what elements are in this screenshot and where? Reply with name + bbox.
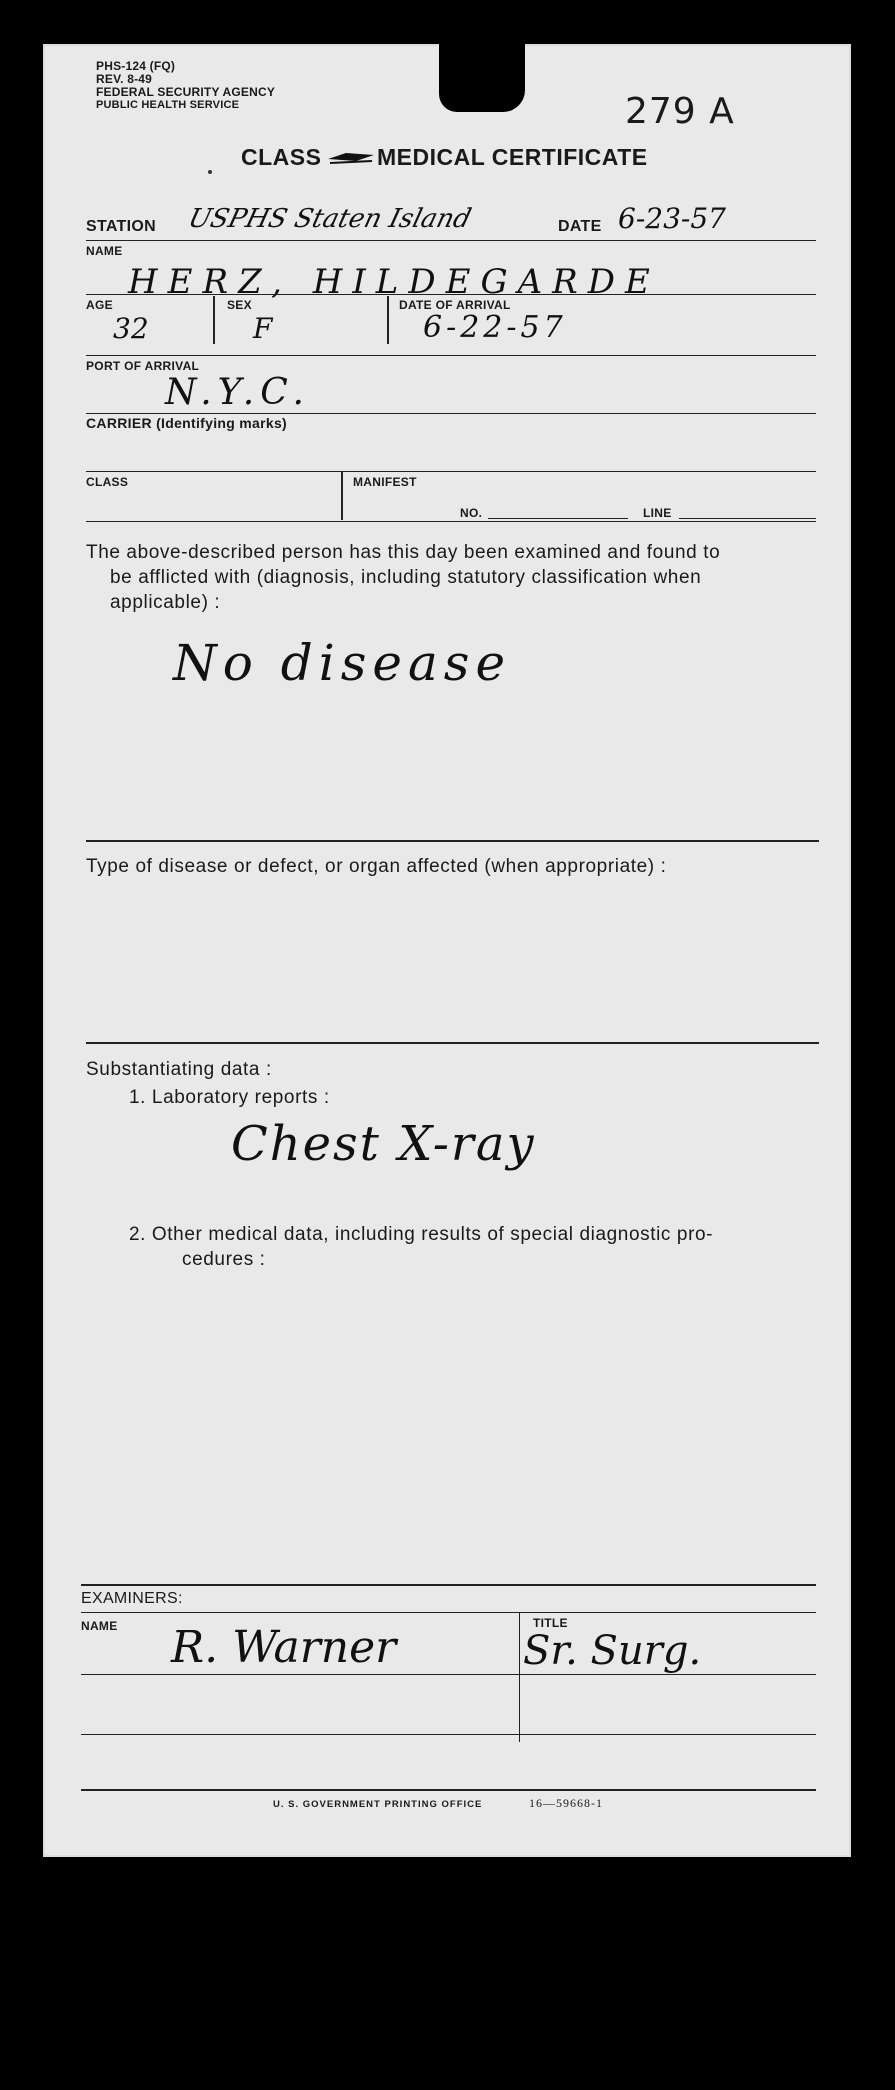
form-number: PHS-124 (FQ) xyxy=(96,59,176,73)
type-of-disease-label: Type of disease or defect, or organ affected (when appropriate) : xyxy=(86,856,667,877)
port-of-arrival-value: N.Y.C. xyxy=(165,372,310,413)
examiner-title-value: Sr. Surg. xyxy=(523,1628,702,1674)
agency-name: FEDERAL SECURITY AGENCY xyxy=(96,85,276,99)
staple-notch xyxy=(439,44,525,112)
medical-certificate-page xyxy=(43,44,851,1857)
laboratory-value: Chest X-ray xyxy=(231,1116,536,1172)
examiner-signature: R. Warner xyxy=(171,1622,397,1673)
manifest-no-label: NO. xyxy=(460,506,483,520)
footer-code: 16—59668-1 xyxy=(529,1796,603,1810)
date-of-arrival-label: DATE OF ARRIVAL xyxy=(399,298,511,312)
service-name: PUBLIC HEALTH SERVICE xyxy=(96,99,240,111)
redaction-mark xyxy=(326,147,376,163)
examiners-label: EXAMINERS: xyxy=(81,1590,183,1607)
title-class: CLASS xyxy=(241,144,322,170)
other-data-line-1: 2. Other medical data, including results of special diagnostic pro- xyxy=(129,1224,714,1245)
exam-line-2: be afflicted with (diagnosis, including statutory classification when xyxy=(110,567,702,588)
examiner-title-label: TITLE xyxy=(533,1616,568,1630)
stamp-number: 279 A xyxy=(625,91,735,132)
date-label: DATE xyxy=(558,218,602,235)
exam-line-1: The above-described person has this day been examined and found to xyxy=(86,542,721,563)
station-label: STATION xyxy=(86,218,156,235)
title-medical-certificate: MEDICAL CERTIFICATE xyxy=(377,144,648,170)
station-value: USPHS Staten Island xyxy=(185,204,475,234)
exam-line-3: applicable) : xyxy=(110,592,221,613)
substantiating-label: Substantiating data : xyxy=(86,1059,272,1080)
date-value: 6-23-57 xyxy=(618,202,726,235)
diagnosis-value: No disease xyxy=(173,634,512,692)
sex-value: F xyxy=(253,312,273,345)
date-of-arrival-value: 6-22-57 xyxy=(423,310,567,345)
name-label: NAME xyxy=(86,244,123,258)
other-data-line-2: cedures : xyxy=(182,1249,266,1270)
footer-printing-office: U. S. GOVERNMENT PRINTING OFFICE xyxy=(273,1799,483,1810)
form-code xyxy=(96,60,275,112)
carrier-label: CARRIER (Identifying marks) xyxy=(86,415,288,431)
exam-statement xyxy=(86,540,826,615)
laboratory-label: 1. Laboratory reports : xyxy=(129,1087,330,1108)
examiner-name-label: NAME xyxy=(81,1619,118,1633)
manifest-line-label: LINE xyxy=(643,506,672,520)
class-label: CLASS xyxy=(86,475,129,489)
dot-mark xyxy=(208,170,212,174)
form-revision: REV. 8-49 xyxy=(96,72,153,86)
sex-label: SEX xyxy=(227,298,252,312)
name-value: HERZ, HILDEGARDE xyxy=(128,262,660,302)
manifest-label: MANIFEST xyxy=(353,475,417,489)
age-value: 32 xyxy=(113,312,149,345)
age-label: AGE xyxy=(86,298,113,312)
port-of-arrival-label: PORT OF ARRIVAL xyxy=(86,359,200,373)
